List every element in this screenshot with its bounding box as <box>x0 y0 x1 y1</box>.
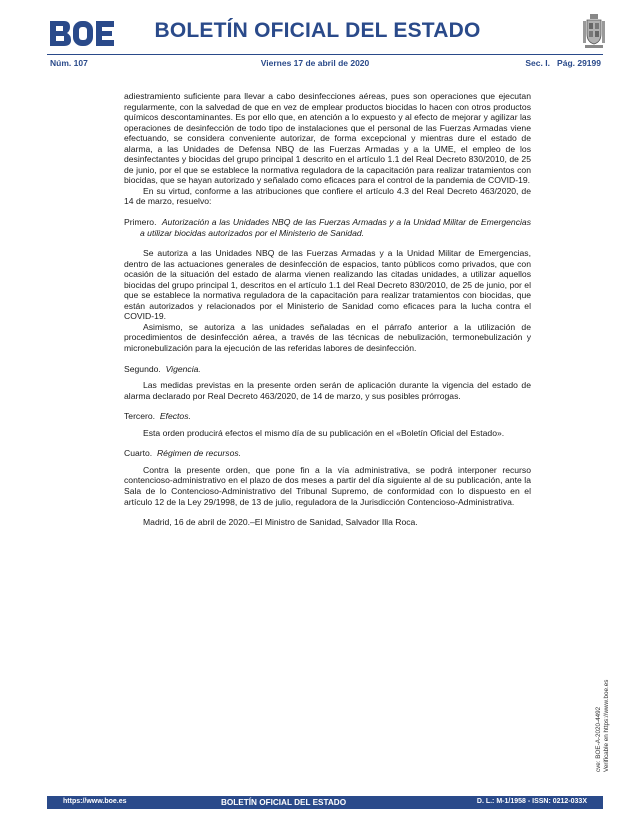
paragraph: Esta orden producirá efectos el mismo día de su publicación en el «Boletín Oficial del Estado». <box>143 427 505 438</box>
issue-number: Núm. 107 <box>50 58 88 68</box>
paragraph: Contra la presente orden, que pone fin a la vía administrativa, se podrá interponer recurso contencioso-administrativo en el plazo de dos meses a partir del día siguiente al de su publicación, ante la Sala de lo Contencioso-Administrativo del Tribunal Supremo, de conformidad con lo dispuesto en el artículo 12 de la Ley 29/1998, de 13 de julio, reguladora de la Jurisdicción Contencioso-Administrativa. <box>124 464 531 507</box>
footer-legal: D. L.: M-1/1958 - ISSN: 0212-033X <box>476 798 587 805</box>
header-rule <box>47 54 603 55</box>
document-body <box>124 91 531 528</box>
section-page: Sec. I. Pág. 29199 <box>525 58 601 68</box>
footer-url-link[interactable]: https://www.boe.es <box>63 798 127 805</box>
article-label: Tercero. <box>124 411 156 422</box>
page-title: BOLETÍN OFICIAL DEL ESTADO <box>154 19 481 42</box>
article-heading <box>124 217 531 238</box>
article-label: Segundo. <box>124 363 161 374</box>
issue-date: Viernes 17 de abril de 2020 <box>260 58 370 68</box>
article-title: Régimen de recursos. <box>156 448 242 459</box>
article-title: Autorización a las Unidades NBQ de las Fuerzas Armadas y a la Unidad Militar de Emergencias a utilizar biocidas autorizados por el Ministerio de Sanidad. <box>140 217 531 238</box>
article-heading <box>124 448 531 459</box>
paragraph: Se autoriza a las Unidades NBQ de las Fuerzas Armadas y a la Unidad Militar de Emergencias, dentro de las actuaciones generales de desinfección de espacios, tanto públicos como privados, que con ocasión de la situación del estado de alarma vienen realizando las citadas unidades, a utilizar aquellos biocidas del grupo principal 1, descritos en el artículo 1.1 del Real Decreto 830/2010, de 25 de junio, por el que se establece la normativa reguladora de la capacitación para realizar tratamientos con biocidas, que están autorizados y relacionados por el Ministerio de Sanidad como eficaces para la lucha contra el COVID-19. <box>124 248 531 322</box>
article-label: Cuarto. <box>124 448 153 459</box>
footer-bar <box>47 796 603 809</box>
coat-of-arms-icon <box>583 12 605 50</box>
article-heading <box>124 411 531 422</box>
footer-title: BOLETÍN OFICIAL DEL ESTADO <box>221 798 347 807</box>
signature-line: Madrid, 16 de abril de 2020.–El Ministro de Sanidad, Salvador Illa Roca. <box>143 517 418 528</box>
verification-note <box>595 602 610 772</box>
paragraph: Las medidas previstas en la presente orden serán de aplicación durante la vigencia del estado de alarma declarado por Real Decreto 463/2020, de 14 de marzo, y sus posibles prórrogas. <box>124 380 531 401</box>
paragraph: En su virtud, conforme a las atribuciones que confiere el artículo 4.3 del Real Decreto 463/2020, de 14 de marzo, resuelvo: <box>124 185 531 207</box>
boe-logo <box>50 21 115 46</box>
article-title: Vigencia. <box>165 363 201 374</box>
article-heading <box>124 364 531 375</box>
paragraph: Asimismo, se autoriza a las unidades señaladas en el párrafo anterior a la utilización de procedimientos de desinfección aérea, a través de las técnicas de nebulización, termonebulización y micronebulización para la ejecución de las referidas labores de desinfección. <box>124 321 531 354</box>
cve-code: cve: BOE-A-2020-4492 <box>595 706 602 772</box>
verification-link[interactable]: Verificable en https://www.boe.es <box>602 679 610 772</box>
paragraph: adiestramiento suficiente para llevar a cabo desinfecciones aéreas, pues son operaciones que ejecutan regularmente, con la salvedad de que en vez de emplear productos biocidas lo hacen con otros productos químicos descontaminantes. Es por ello que, en atención a lo expuesto y al efecto de mejorar y agilizar las operaciones de desinfección de todo tipo de instalaciones que el personal de las Fuerzas Armadas viene efectuando, se considera conveniente autorizar, de forma excepcional y mientras dure el estado de alarma, a las Unidades de Defensa NBQ de las Fuerzas Armadas y a la UME, el empleo de los desinfectantes y biocidas del grupo principal 1 descrito en el artículo 1.1 del Real Decreto 830/2010, de 25 de junio, por el que se establece la normativa reguladora de la capacitación para realizar tratamientos con biocidas, que se hayan autorizado y señalado como eficaces para el control de la pandemia de COVID-19. <box>124 91 531 186</box>
article-label: Primero. <box>124 217 157 228</box>
article-title: Efectos. <box>159 411 191 422</box>
